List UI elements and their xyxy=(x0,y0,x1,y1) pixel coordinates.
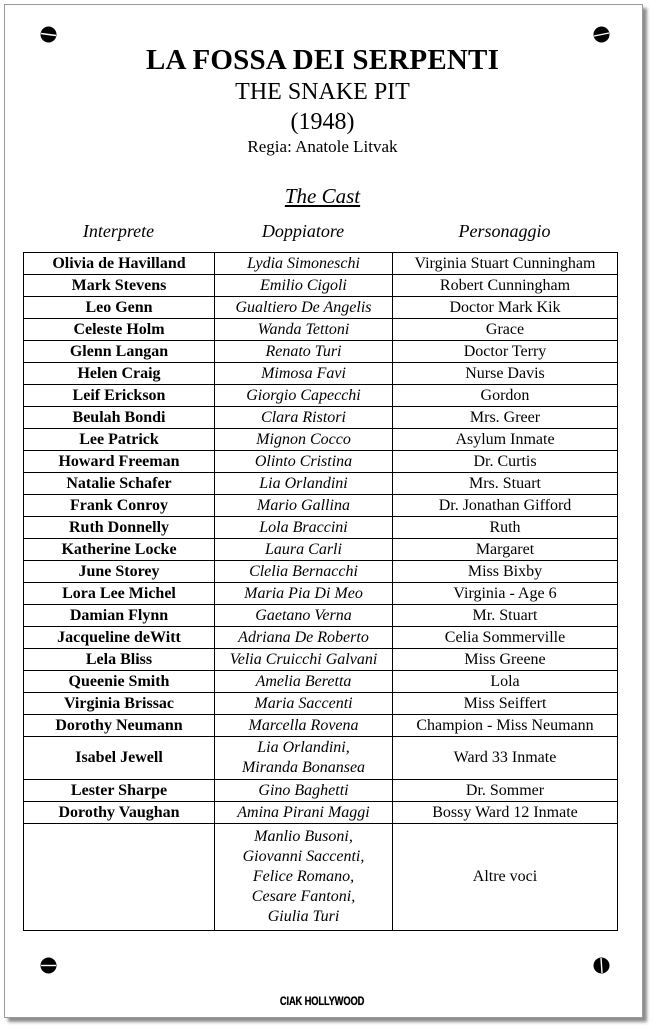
table-row xyxy=(24,297,618,319)
dubber-line: Giovanni Saccenti, xyxy=(242,848,365,865)
dubber-cell: Amina Pirani Maggi xyxy=(215,802,393,824)
actor-cell: Howard Freeman xyxy=(24,451,215,473)
dubber-line: Cesare Fantoni, xyxy=(251,888,356,905)
table-row xyxy=(24,385,618,407)
screw-icon-top-left xyxy=(40,26,57,43)
dubber-cell: Clelia Bernacchi xyxy=(215,561,393,583)
column-header-dubber: Doppiatore xyxy=(261,221,345,241)
character-cell: Mrs. Greer xyxy=(393,407,618,429)
actor-cell: Dorothy Neumann xyxy=(24,715,215,737)
table-row xyxy=(24,824,618,931)
character-cell: Bossy Ward 12 Inmate xyxy=(393,802,618,824)
actor-cell: Lora Lee Michel xyxy=(24,583,215,605)
character-cell: Dr. Curtis xyxy=(393,451,618,473)
table-row xyxy=(24,605,618,627)
dubber-cell: Giorgio Capecchi xyxy=(215,385,393,407)
actor-cell: Leo Genn xyxy=(24,297,215,319)
table-row xyxy=(24,627,618,649)
table-row xyxy=(24,737,618,780)
dubber-cell xyxy=(215,824,393,931)
character-cell: Altre voci xyxy=(393,824,618,931)
dubber-line: Manlio Busoni, xyxy=(254,828,353,845)
table-row xyxy=(24,802,618,824)
screw-icon-bottom-left xyxy=(40,957,57,974)
dubber-cell: Gualtiero De Angelis xyxy=(215,297,393,319)
character-cell: Doctor Terry xyxy=(393,341,618,363)
screw-icon-top-right xyxy=(593,26,610,43)
dubber-cell: Lola Braccini xyxy=(215,517,393,539)
dubber-cell: Maria Saccenti xyxy=(215,693,393,715)
dubber-cell: Marcella Rovena xyxy=(215,715,393,737)
table-row xyxy=(24,539,618,561)
table-row xyxy=(24,429,618,451)
dubber-cell: Adriana De Roberto xyxy=(215,627,393,649)
table-row xyxy=(24,407,618,429)
table-row xyxy=(24,473,618,495)
character-cell: Ward 33 Inmate xyxy=(393,737,618,780)
table-row xyxy=(24,319,618,341)
character-cell: Mrs. Stuart xyxy=(393,473,618,495)
table-row xyxy=(24,253,618,275)
actor-cell: Glenn Langan xyxy=(24,341,215,363)
actor-cell: Katherine Locke xyxy=(24,539,215,561)
dubber-cell: Mignon Cocco xyxy=(215,429,393,451)
table-row xyxy=(24,451,618,473)
table-row xyxy=(24,649,618,671)
table-row xyxy=(24,517,618,539)
actor-cell: Damian Flynn xyxy=(24,605,215,627)
actor-cell xyxy=(24,824,215,931)
table-row xyxy=(24,671,618,693)
character-cell: Dr. Jonathan Gifford xyxy=(393,495,618,517)
character-cell: Lola xyxy=(393,671,618,693)
cast-heading: The Cast xyxy=(284,184,361,208)
dubber-cell: Maria Pia Di Meo xyxy=(215,583,393,605)
dubber-cell: Velia Cruicchi Galvani xyxy=(215,649,393,671)
actor-cell: Lester Sharpe xyxy=(24,780,215,802)
dubber-cell: Wanda Tettoni xyxy=(215,319,393,341)
film-director: Regia: Anatole Litvak xyxy=(247,137,398,156)
actor-cell: Virginia Brissac xyxy=(24,693,215,715)
dubber-cell: Amelia Beretta xyxy=(215,671,393,693)
logo-text: CIAK HOLLYWOOD xyxy=(280,994,365,1008)
character-cell: Virginia Stuart Cunningham xyxy=(393,253,618,275)
dubber-cell xyxy=(215,737,393,780)
dubber-line: Felice Romano, xyxy=(252,868,355,885)
ciak-hollywood-logo xyxy=(0,992,645,1010)
actor-cell: Natalie Schafer xyxy=(24,473,215,495)
table-row xyxy=(24,780,618,802)
dubber-cell: Laura Carli xyxy=(215,539,393,561)
actor-cell: Mark Stevens xyxy=(24,275,215,297)
dubber-cell: Gino Baghetti xyxy=(215,780,393,802)
character-cell: Miss Seiffert xyxy=(393,693,618,715)
cast-table-body xyxy=(24,253,618,931)
column-header-actor: Interprete xyxy=(82,221,155,241)
character-cell: Doctor Mark Kik xyxy=(393,297,618,319)
table-row xyxy=(24,363,618,385)
actor-cell: Jacqueline deWitt xyxy=(24,627,215,649)
table-row xyxy=(24,693,618,715)
actor-cell: Beulah Bondi xyxy=(24,407,215,429)
actor-cell: June Storey xyxy=(24,561,215,583)
actor-cell: Dorothy Vaughan xyxy=(24,802,215,824)
dubber-line: Giulia Turi xyxy=(267,908,340,925)
character-cell: Gordon xyxy=(393,385,618,407)
table-row xyxy=(24,561,618,583)
character-cell: Dr. Sommer xyxy=(393,780,618,802)
dubber-cell: Emilio Cigoli xyxy=(215,275,393,297)
actor-cell: Helen Craig xyxy=(24,363,215,385)
table-row xyxy=(24,715,618,737)
character-cell: Robert Cunningham xyxy=(393,275,618,297)
actor-cell: Celeste Holm xyxy=(24,319,215,341)
character-cell: Celia Sommerville xyxy=(393,627,618,649)
actor-cell: Lee Patrick xyxy=(24,429,215,451)
dubber-cell: Lydia Simoneschi xyxy=(215,253,393,275)
character-cell: Nurse Davis xyxy=(393,363,618,385)
dubber-cell: Olinto Cristina xyxy=(215,451,393,473)
actor-cell: Olivia de Havilland xyxy=(24,253,215,275)
film-year: (1948) xyxy=(290,109,355,135)
character-cell: Asylum Inmate xyxy=(393,429,618,451)
character-cell: Miss Bixby xyxy=(393,561,618,583)
dubber-cell: Gaetano Verna xyxy=(215,605,393,627)
actor-cell: Lela Bliss xyxy=(24,649,215,671)
character-cell: Mr. Stuart xyxy=(393,605,618,627)
screw-icon-bottom-right xyxy=(593,957,610,974)
actor-cell: Frank Conroy xyxy=(24,495,215,517)
dubber-line: Miranda Bonansea xyxy=(241,759,366,776)
actor-cell: Isabel Jewell xyxy=(24,737,215,780)
cast-table xyxy=(23,252,618,931)
character-cell: Miss Greene xyxy=(393,649,618,671)
dubber-cell: Mimosa Favi xyxy=(215,363,393,385)
table-row xyxy=(24,275,618,297)
actor-cell: Leif Erickson xyxy=(24,385,215,407)
film-title: LA FOSSA DEI SERPENTI xyxy=(145,44,500,76)
dubber-cell: Mario Gallina xyxy=(215,495,393,517)
character-cell: Grace xyxy=(393,319,618,341)
character-cell: Virginia - Age 6 xyxy=(393,583,618,605)
character-cell: Ruth xyxy=(393,517,618,539)
table-row xyxy=(24,495,618,517)
character-cell: Margaret xyxy=(393,539,618,561)
dubber-line: Lia Orlandini, xyxy=(257,739,350,756)
dubber-cell: Lia Orlandini xyxy=(215,473,393,495)
character-cell: Champion - Miss Neumann xyxy=(393,715,618,737)
table-row xyxy=(24,583,618,605)
table-row xyxy=(24,341,618,363)
actor-cell: Ruth Donnelly xyxy=(24,517,215,539)
film-original-title: THE SNAKE PIT xyxy=(235,79,410,105)
dubber-cell: Clara Ristori xyxy=(215,407,393,429)
dubber-cell: Renato Turi xyxy=(215,341,393,363)
actor-cell: Queenie Smith xyxy=(24,671,215,693)
column-header-character: Personaggio xyxy=(458,221,551,241)
